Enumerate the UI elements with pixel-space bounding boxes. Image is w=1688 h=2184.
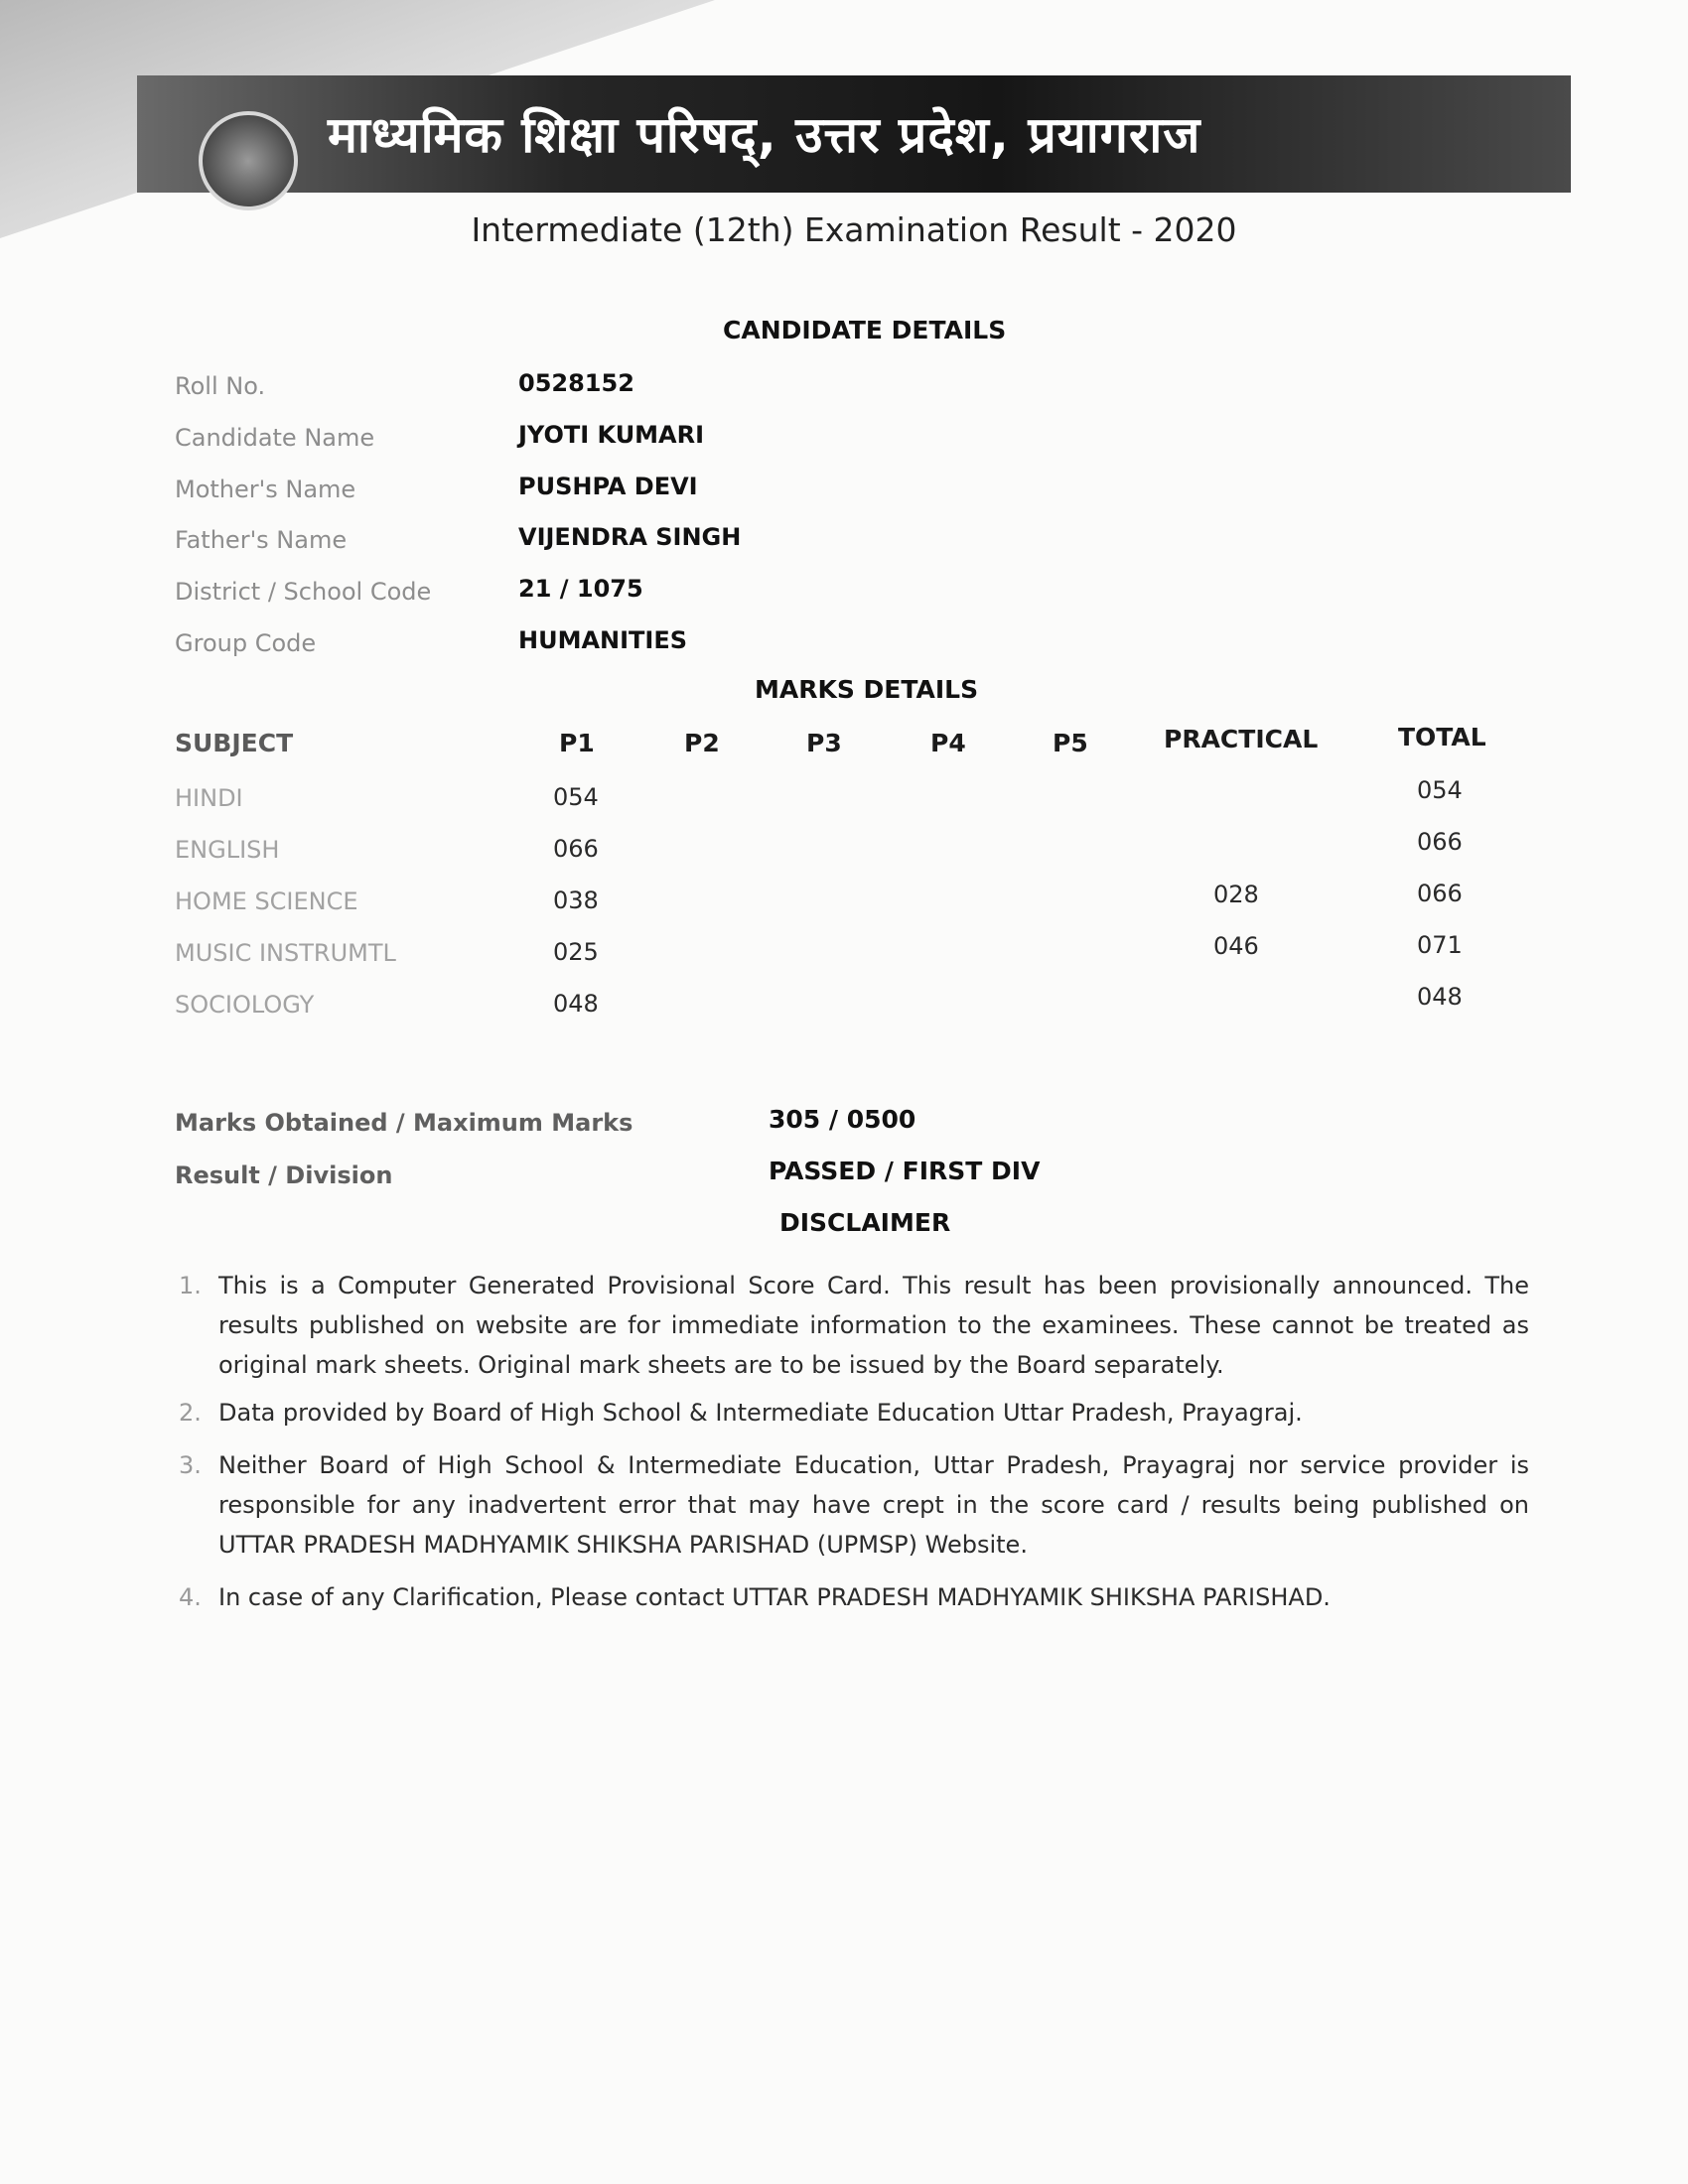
roll-no-label: Roll No. (175, 372, 266, 400)
table-row-p1: 025 (553, 938, 599, 966)
table-row-subject: HOME SCIENCE (175, 887, 358, 915)
district-school-code-value: 21 / 1075 (518, 575, 643, 603)
table-row-p1: 038 (553, 887, 599, 914)
table-row-total: 048 (1417, 983, 1463, 1011)
table-row-practical: 028 (1213, 881, 1259, 908)
column-header-total: TOTAL (1398, 723, 1486, 751)
marks-details-heading: MARKS DETAILS (755, 675, 979, 704)
disclaimer-number: 1. (179, 1272, 202, 1299)
table-row-practical: 046 (1213, 932, 1259, 960)
group-code-label: Group Code (175, 629, 317, 657)
disclaimer-text: Neither Board of High School & Intermediate Education, Uttar Pradesh, Prayagraj nor service provider is responsible for any inadvertent error that may have crept in the score card / results being published on UTTAR PRADESH MADHYAMIK SHIKSHA PARISHAD (UPMSP) Website. (218, 1451, 1529, 1559)
disclaimer-item (179, 1577, 1529, 1617)
board-seal-icon (199, 111, 298, 210)
roll-no-value: 0528152 (518, 369, 634, 397)
exam-title: Intermediate (12th) Examination Result - 2020 (471, 210, 1237, 249)
disclaimer-text: Data provided by Board of High School & Intermediate Education Uttar Pradesh, Prayagraj. (218, 1399, 1303, 1427)
result-division-value: PASSED / FIRST DIV (769, 1157, 1041, 1185)
mother-name-value: PUSHPA DEVI (518, 473, 698, 500)
column-header-p1: P1 (559, 729, 595, 757)
candidate-name-label: Candidate Name (175, 424, 375, 452)
disclaimer-item (179, 1393, 1529, 1433)
disclaimer-text: In case of any Clarification, Please contact UTTAR PRADESH MADHYAMIK SHIKSHA PARISHAD. (218, 1583, 1331, 1611)
table-row-total: 066 (1417, 880, 1463, 907)
disclaimer-text: This is a Computer Generated Provisional Score Card. This result has been provisionally announced. The results published on website are for immediate information to the examinees. These cannot be treated as original mark sheets. Original mark sheets are to be issued by the Board separately. (218, 1272, 1529, 1379)
marks-obtained-value: 305 / 0500 (769, 1105, 916, 1134)
table-row-p1: 048 (553, 990, 599, 1018)
disclaimer-number: 3. (179, 1451, 202, 1479)
column-header-subject: SUBJECT (175, 729, 294, 757)
table-row-subject: ENGLISH (175, 836, 280, 864)
column-header-p3: P3 (806, 729, 842, 757)
disclaimer-item (179, 1266, 1529, 1385)
board-name: माध्यमिक शिक्षा परिषद्, उत्तर प्रदेश, प्रयागराज (328, 106, 1201, 164)
column-header-p4: P4 (930, 729, 966, 757)
column-header-practical: PRACTICAL (1164, 725, 1319, 753)
candidate-name-value: JYOTI KUMARI (518, 421, 705, 449)
table-row-subject: HINDI (175, 784, 243, 812)
disclaimer-number: 4. (179, 1583, 202, 1611)
table-row-p1: 066 (553, 835, 599, 863)
table-row-total: 066 (1417, 828, 1463, 856)
father-name-value: VIJENDRA SINGH (518, 523, 742, 551)
table-row-p1: 054 (553, 783, 599, 811)
table-row-subject: MUSIC INSTRUMTL (175, 939, 396, 967)
disclaimer-number: 2. (179, 1399, 202, 1427)
district-school-code-label: District / School Code (175, 578, 432, 606)
column-header-p2: P2 (684, 729, 720, 757)
result-division-label: Result / Division (175, 1161, 393, 1189)
disclaimer-item (179, 1445, 1529, 1565)
column-header-p5: P5 (1053, 729, 1088, 757)
group-code-value: HUMANITIES (518, 626, 688, 654)
candidate-details-heading: CANDIDATE DETAILS (723, 316, 1007, 344)
mother-name-label: Mother's Name (175, 476, 356, 503)
disclaimer-heading: DISCLAIMER (779, 1208, 951, 1237)
table-row-total: 054 (1417, 776, 1463, 804)
table-row-subject: SOCIOLOGY (175, 991, 315, 1019)
father-name-label: Father's Name (175, 526, 348, 554)
table-row-total: 071 (1417, 931, 1463, 959)
marks-obtained-label: Marks Obtained / Maximum Marks (175, 1109, 633, 1137)
